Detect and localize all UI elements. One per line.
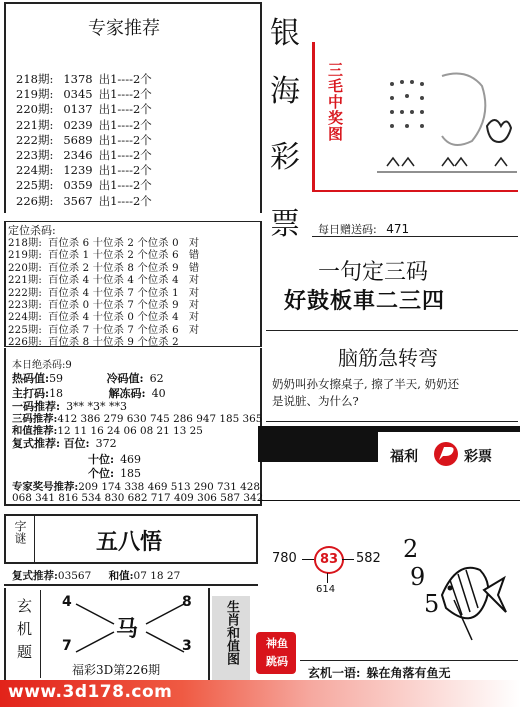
lottery-char: 海 bbox=[270, 74, 300, 109]
stats-top-partial: 本日绝杀码:9 bbox=[12, 360, 72, 371]
expert-row-out: 出1----2个 bbox=[98, 132, 152, 147]
kill-row-period: 221期: bbox=[8, 275, 43, 287]
expert-row-out: 出1----2个 bbox=[98, 117, 152, 132]
fish-label: 玄机一语: bbox=[308, 666, 361, 680]
lottery-char: 银 bbox=[270, 16, 300, 51]
expert-row-out: 出1----2个 bbox=[98, 178, 152, 193]
mystery-divider bbox=[40, 590, 41, 678]
fish-text: 躲在角落有鱼无 bbox=[366, 666, 451, 680]
kill-row-mark: 对 bbox=[188, 275, 200, 287]
main-value: 18 bbox=[49, 387, 64, 400]
kill-row-mark: 对 bbox=[188, 238, 200, 249]
expert-row-number: 3567 bbox=[63, 193, 93, 208]
puzzle-bottom: 614 bbox=[316, 584, 336, 595]
expert-row bbox=[16, 117, 152, 133]
expert-row-out: 出1----2个 bbox=[98, 163, 152, 178]
expert-row-number: 0345 bbox=[63, 87, 93, 102]
award-line-1: 209 174 338 469 513 290 731 428 bbox=[78, 481, 260, 493]
award-row-1 bbox=[12, 478, 260, 493]
bai-value: 372 bbox=[95, 437, 117, 450]
expert-row-out: 出1----2个 bbox=[98, 72, 152, 86]
complex2-rule bbox=[4, 584, 258, 586]
welfare-banner bbox=[258, 426, 520, 532]
puzzle-digit: 5 bbox=[424, 590, 440, 618]
expert-row-out: 出1----2个 bbox=[98, 87, 152, 102]
sanmao-title: 三毛中奖图 bbox=[326, 62, 344, 142]
sanmao-panel bbox=[312, 42, 518, 190]
expert-row bbox=[16, 162, 152, 178]
expert-row bbox=[16, 132, 152, 148]
sanmao-bottom-line bbox=[312, 190, 518, 192]
mystery-period: 福彩3D第226期 bbox=[72, 663, 161, 677]
expert-row bbox=[16, 147, 152, 163]
cold-value: 62 bbox=[149, 372, 164, 385]
solve-label: 解冻码: bbox=[108, 387, 146, 400]
welfare-brand-1: 福利 bbox=[390, 449, 418, 465]
lottery-char: 彩 bbox=[270, 140, 300, 175]
expert-row-period: 219期: bbox=[16, 87, 54, 102]
expert-row bbox=[16, 177, 152, 193]
expert-row-number: 5689 bbox=[63, 132, 93, 147]
kill-row-period: 226期: bbox=[8, 337, 43, 349]
kill-row-mark: 对 bbox=[188, 300, 200, 311]
puzzle-line-right bbox=[342, 559, 354, 560]
kill-row-text: 百位杀 4 十位杀 0 个位杀 4 bbox=[48, 312, 179, 324]
expert-row-number: 0137 bbox=[63, 102, 93, 117]
expert-title: 专家推荐 bbox=[88, 18, 160, 39]
kill-row-period: 225期: bbox=[8, 324, 43, 336]
fish-badge-text: 神鱼跳码 bbox=[266, 637, 288, 668]
kill-row-mark: 错 bbox=[188, 250, 200, 262]
one-value: 3** *3* **3 bbox=[66, 400, 128, 413]
complex-row bbox=[12, 435, 117, 451]
kill-row-period: 222期: bbox=[8, 287, 43, 299]
daily-code bbox=[318, 221, 409, 237]
puzzle-line-down bbox=[327, 573, 328, 583]
kill-row-text: 百位杀 1 十位杀 2 个位杀 6 bbox=[48, 250, 179, 262]
expert-row-number: 1378 bbox=[63, 72, 93, 86]
expert-row-period: 225期: bbox=[16, 178, 54, 193]
expert-row-number: 0359 bbox=[63, 178, 93, 193]
mystery-num-tl: 4 bbox=[62, 594, 72, 610]
kill-row-text: 百位杀 2 十位杀 8 个位杀 9 bbox=[48, 262, 179, 274]
bai-label: 百位: bbox=[63, 437, 90, 450]
expert-row-period: 223期: bbox=[16, 148, 54, 162]
shi-label: 十位: bbox=[88, 453, 115, 466]
mystery-num-tr: 8 bbox=[182, 594, 192, 610]
expert-row-period: 226期: bbox=[16, 193, 54, 208]
mystery-num-br: 3 bbox=[182, 638, 192, 654]
yiju-line2: 好鼓板車二三四 bbox=[284, 289, 446, 314]
expert-row-number: 2346 bbox=[63, 148, 93, 162]
riddle-text-1: 奶奶叫孙女擦桌子, 擦了半天, 奶奶还 bbox=[272, 377, 460, 391]
puzzle-line-left bbox=[302, 559, 314, 560]
kill-row-period: 224期: bbox=[8, 312, 43, 324]
mystery-num-bl: 7 bbox=[62, 638, 72, 654]
complex2-row bbox=[12, 568, 180, 583]
ge-value: 185 bbox=[120, 467, 142, 480]
lottery-title bbox=[262, 4, 310, 240]
complex-label: 复式推荐: bbox=[12, 437, 61, 450]
sanmao-drawing bbox=[347, 46, 522, 186]
three-value: 412 386 279 630 745 286 947 185 365 bbox=[57, 413, 263, 425]
watermark-text: www.3d178.com bbox=[8, 682, 173, 702]
sum-label: 和值推荐: bbox=[12, 425, 58, 437]
mystery-center: 马 bbox=[116, 616, 139, 642]
hot-cold-row bbox=[12, 370, 164, 386]
mystery-label: 玄机题 bbox=[15, 598, 33, 667]
daily-code-value: 471 bbox=[386, 222, 410, 236]
lottery-char: 票 bbox=[270, 207, 300, 242]
expert-row bbox=[16, 71, 152, 87]
expert-row-out: 出1----2个 bbox=[98, 148, 152, 162]
kill-row-text: 百位杀 7 十位杀 7 个位杀 6 bbox=[48, 324, 179, 336]
position-kill-title: 定位杀码: bbox=[8, 224, 56, 237]
zimi-label: 字谜 bbox=[13, 520, 27, 544]
expert-row bbox=[16, 101, 152, 117]
main-label: 主打码: bbox=[12, 387, 50, 400]
kill-row-text: 百位杀 6 十位杀 2 个位杀 0 bbox=[48, 238, 179, 249]
expert-row-number: 0239 bbox=[63, 117, 93, 132]
kill-row-text: 百位杀 0 十位杀 7 个位杀 9 bbox=[48, 300, 179, 311]
kill-row-period: 220期: bbox=[8, 262, 43, 274]
kill-row-mark: 对 bbox=[188, 312, 200, 324]
ge-label: 个位: bbox=[88, 467, 115, 480]
expert-row-out: 出1----2个 bbox=[98, 193, 152, 208]
yiju-line1: 一句定三码 bbox=[318, 260, 429, 285]
welfare-brand-2: 彩票 bbox=[464, 449, 492, 465]
kill-row-period: 218期: bbox=[8, 238, 43, 249]
kill-row-text: 百位杀 8 十位杀 9 个位杀 2 bbox=[48, 337, 179, 349]
daily-code-label: 每日赠送码: bbox=[318, 223, 377, 236]
expert-row-period: 224期: bbox=[16, 163, 54, 178]
welfare-rule bbox=[258, 500, 520, 501]
three-label: 三码推荐: bbox=[12, 413, 58, 425]
puzzle-center: 83 bbox=[314, 546, 344, 574]
cold-label: 冷码值: bbox=[106, 372, 144, 385]
expert-row-out: 出1----2个 bbox=[98, 102, 152, 117]
complex2-sum-label: 和值: bbox=[108, 570, 134, 582]
fish-drawing bbox=[432, 550, 512, 640]
expert-row-period: 221期: bbox=[16, 117, 54, 132]
kill-row-period: 223期: bbox=[8, 300, 43, 311]
kill-row-mark: 错 bbox=[188, 262, 200, 274]
riddle-title: 脑筋急转弯 bbox=[338, 346, 438, 370]
sum-value: 12 11 16 24 06 08 21 13 25 bbox=[57, 425, 203, 437]
award-row-2: 068 341 816 534 830 682 717 409 306 587 342 bbox=[12, 492, 264, 504]
puzzle-left: 780 bbox=[272, 551, 297, 566]
zimi-answer: 五八悟 bbox=[96, 529, 163, 555]
puzzle-digit: 2 bbox=[403, 535, 419, 563]
zimi-divider bbox=[34, 516, 35, 562]
expert-row bbox=[16, 193, 152, 209]
expert-row bbox=[16, 86, 152, 102]
welfare-dark-block bbox=[258, 432, 378, 462]
kill-row-mark: 对 bbox=[188, 287, 200, 299]
shi-value: 469 bbox=[120, 453, 142, 466]
award-label: 专家奖号推荐: bbox=[12, 481, 79, 493]
fish-rule bbox=[300, 660, 518, 661]
puzzle-digit: 9 bbox=[410, 563, 426, 591]
puzzle-right: 582 bbox=[356, 551, 381, 566]
expert-row-period: 220期: bbox=[16, 102, 54, 117]
hot-label: 热码值: bbox=[12, 372, 50, 385]
kill-row-text: 百位杀 4 十位杀 7 个位杀 1 bbox=[48, 287, 179, 299]
complex2-value-1: 03567 bbox=[57, 570, 92, 582]
daily-divider bbox=[312, 236, 518, 237]
kill-row-mark: 对 bbox=[188, 324, 200, 336]
fish-line bbox=[308, 664, 450, 681]
zodiac-label: 生肖和值图 bbox=[224, 600, 239, 665]
kill-row-period: 219期: bbox=[8, 250, 43, 262]
complex2-label: 复式推荐: bbox=[12, 570, 58, 582]
kill-row-text: 百位杀 4 十位杀 4 个位杀 4 bbox=[48, 275, 179, 287]
solve-value: 40 bbox=[151, 387, 166, 400]
one-label: 一码推荐: bbox=[12, 400, 61, 413]
expert-row-period: 222期: bbox=[16, 132, 54, 147]
welfare-logo-icon bbox=[430, 440, 462, 468]
expert-row-period: 218期: bbox=[16, 72, 54, 86]
riddle-text-2: 是说脏、为什么? bbox=[272, 394, 359, 408]
complex2-value-2: 07 18 27 bbox=[133, 570, 181, 582]
expert-row-number: 1239 bbox=[63, 163, 93, 178]
position-kill-row bbox=[8, 333, 189, 348]
hot-value: 59 bbox=[49, 372, 64, 385]
